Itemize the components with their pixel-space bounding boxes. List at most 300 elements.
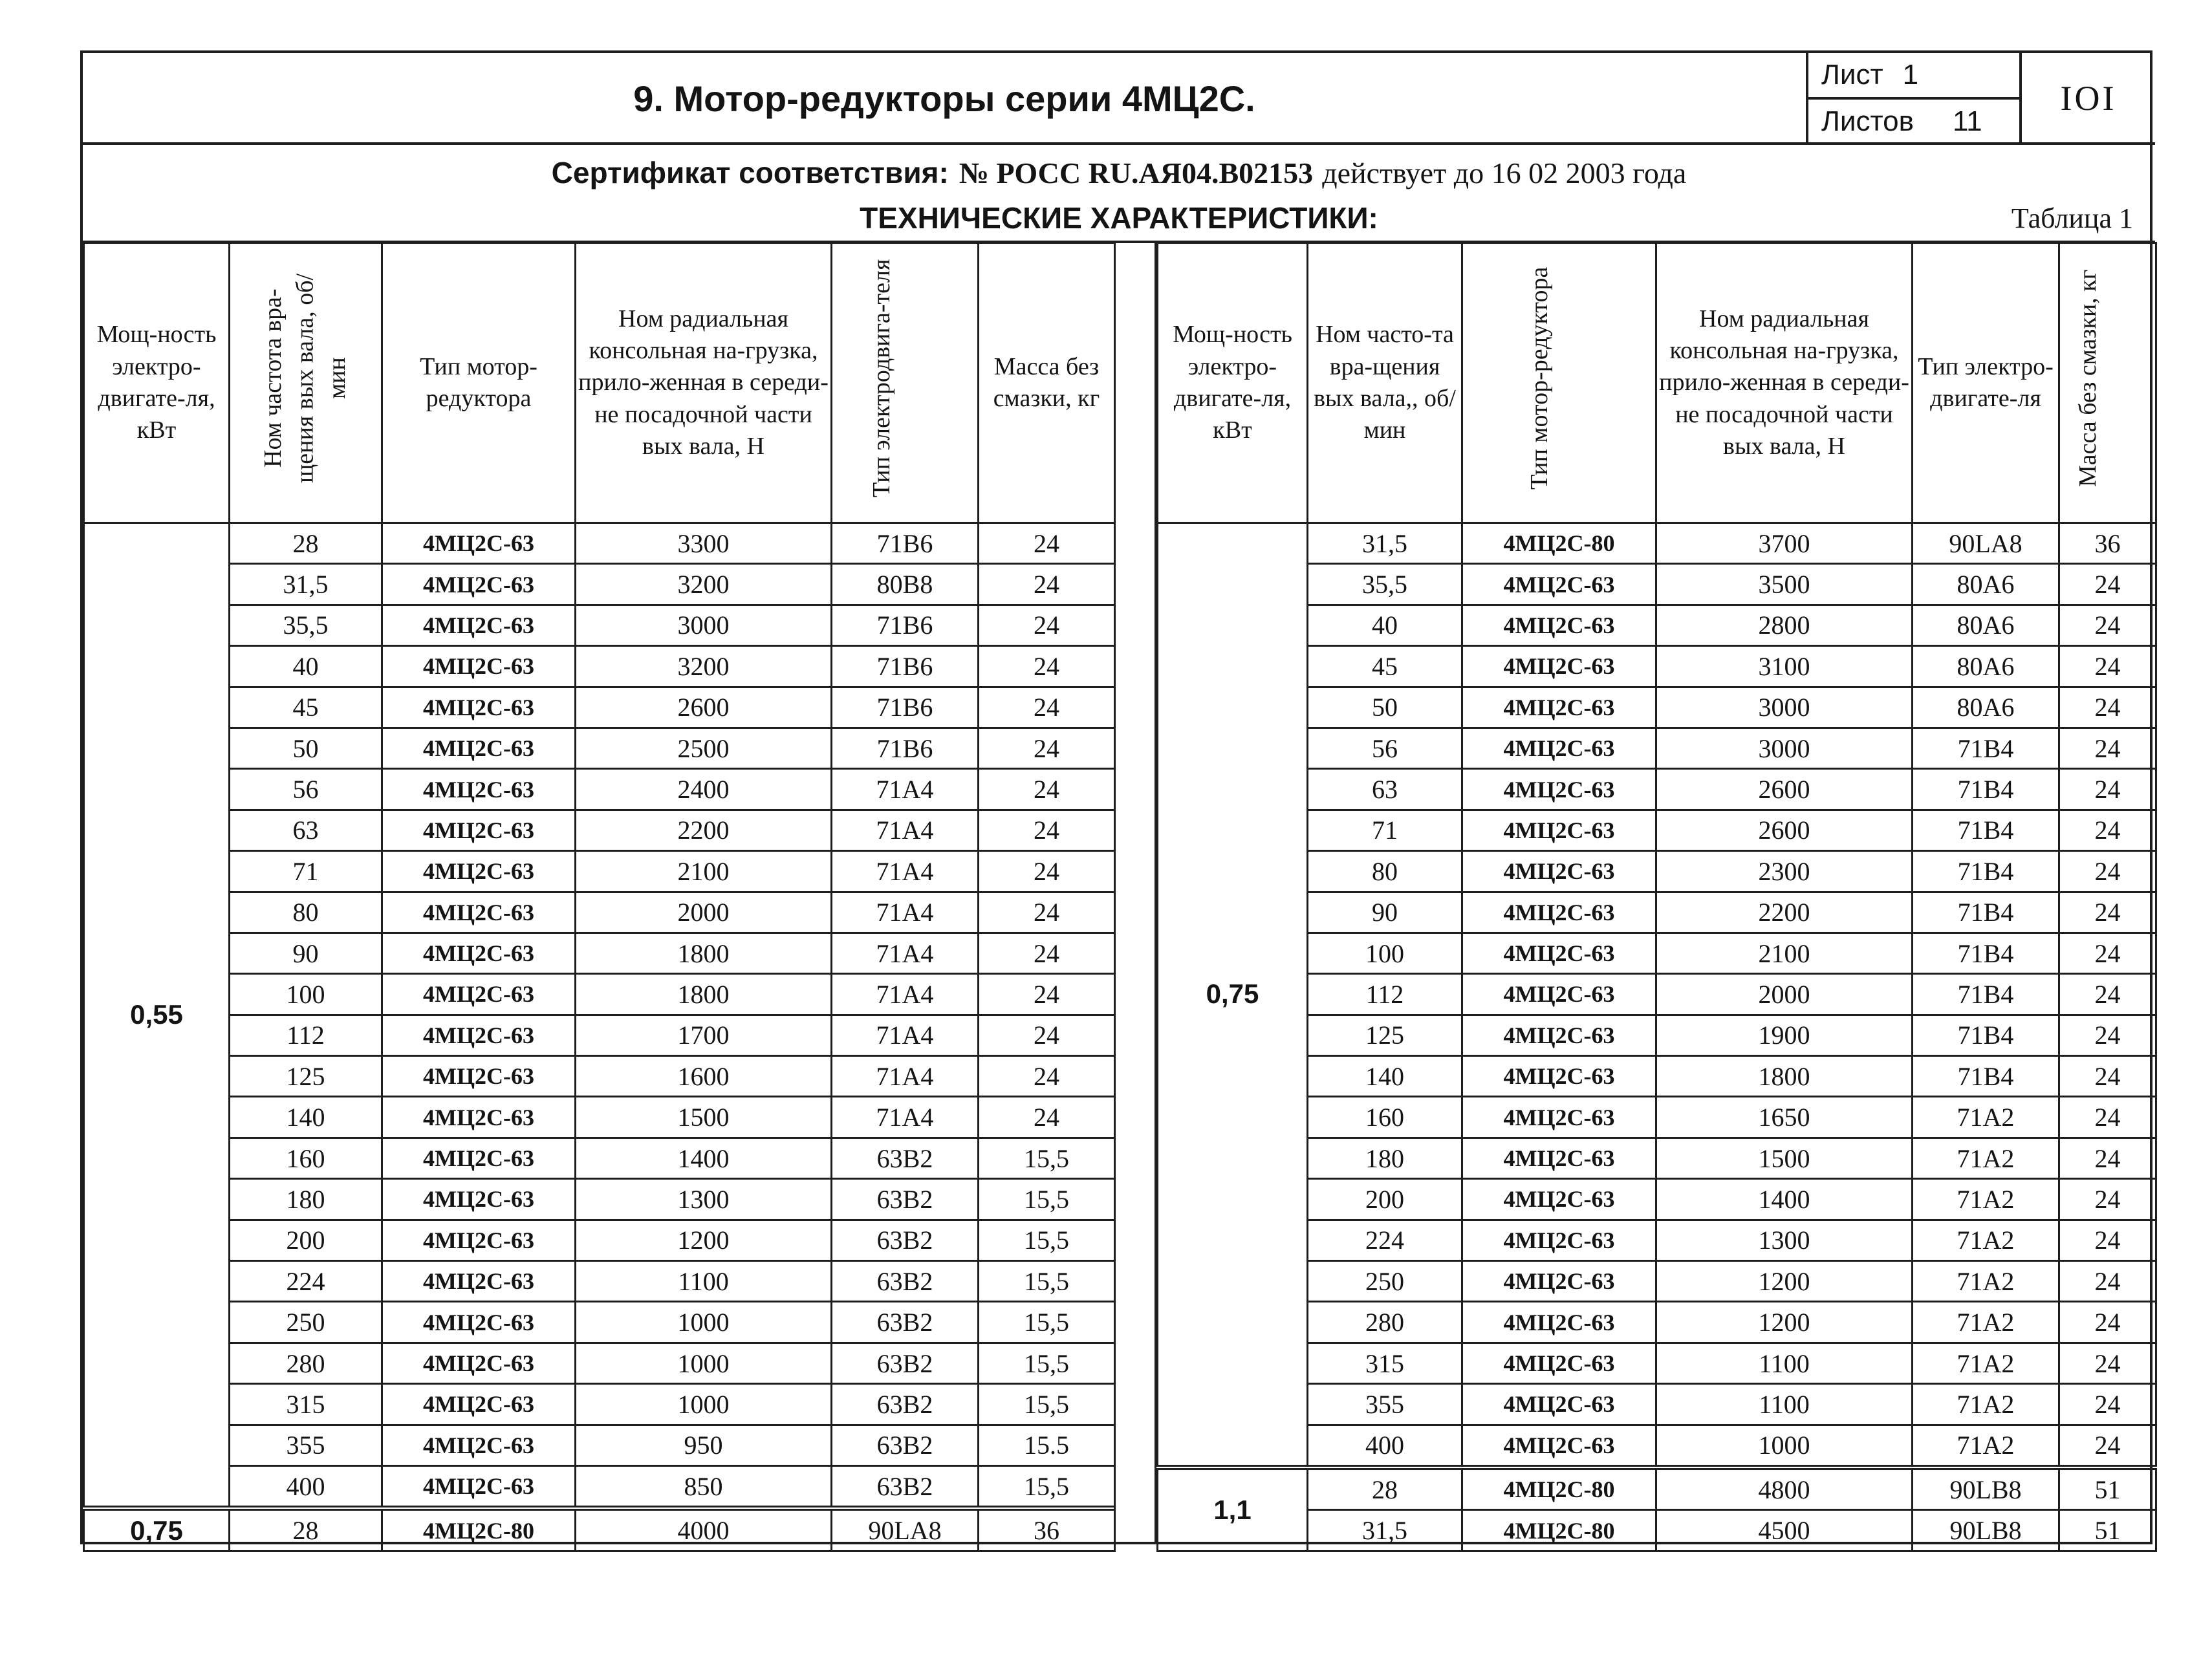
table-row [84,1425,1115,1465]
mass-cell: 15,5 [979,1384,1115,1425]
speed-cell: 200 [230,1220,382,1260]
table-row [84,687,1115,728]
load-cell: 2600 [576,687,832,728]
motor-cell: 71А2 [1913,1425,2059,1467]
motor-cell: 71А2 [1913,1302,2059,1343]
load-cell: 3500 [1656,564,1913,605]
load-cell: 2200 [1656,892,1913,933]
power-cell: 0,55 [84,523,230,1509]
speed-cell: 71 [1308,810,1462,850]
load-cell: 1500 [576,1097,832,1138]
speed-cell: 160 [1308,1097,1462,1138]
motor-cell: 71В4 [1913,1056,2059,1097]
document-sheet [80,50,2152,1544]
mass-cell: 15,5 [979,1343,1115,1383]
table-row [84,1261,1115,1302]
load-cell: 4800 [1656,1467,1913,1510]
mass-cell: 24 [979,1056,1115,1097]
speed-cell: 250 [1308,1261,1462,1302]
power-cell: 0,75 [1158,523,1308,1467]
table-row [1158,892,2156,933]
mass-cell: 15.5 [979,1425,1115,1465]
motor-cell: 63В2 [832,1465,979,1508]
mass-cell: 24 [2059,1425,2156,1467]
load-cell: 1200 [1656,1302,1913,1343]
mass-cell: 24 [2059,974,2156,1015]
motor-cell: 71В4 [1913,810,2059,850]
speed-cell: 50 [230,728,382,768]
speed-cell: 315 [1308,1343,1462,1383]
type-cell: 4МЦ2С-63 [382,1261,576,1302]
load-cell: 3200 [576,646,832,687]
type-cell: 4МЦ2С-63 [1462,1261,1656,1302]
motor-cell: 71А2 [1913,1220,2059,1260]
load-cell: 1000 [1656,1425,1913,1467]
motor-cell: 71В6 [832,523,979,564]
load-cell: 4500 [1656,1510,1913,1551]
mass-cell: 24 [2059,605,2156,645]
certificate-label: Сертификат соответствия: [551,156,949,189]
table-row [1158,1015,2156,1055]
load-cell: 2100 [1656,933,1913,973]
speed-cell: 40 [230,646,382,687]
header-power: Мощ-ность электро-двигате-ля, кВт [84,243,230,523]
motor-cell: 71А2 [1913,1343,2059,1383]
type-cell: 4МЦ2С-63 [382,1056,576,1097]
load-cell: 2000 [1656,974,1913,1015]
type-cell: 4МЦ2С-80 [1462,1510,1656,1551]
sheets-value: 11 [1952,105,1982,137]
motor-cell: 71А2 [1913,1097,2059,1138]
motor-cell: 71В4 [1913,769,2059,810]
type-cell: 4МЦ2С-63 [382,892,576,933]
load-cell: 1300 [1656,1220,1913,1260]
speed-cell: 355 [230,1425,382,1465]
table-row [84,892,1115,933]
table-row [84,1384,1115,1425]
table-row [84,728,1115,768]
table-number: Таблица 1 [2011,202,2133,234]
load-cell: 1600 [576,1056,832,1097]
speed-cell: 35,5 [230,605,382,645]
table-row [1158,1467,2156,1510]
load-cell: 2600 [1656,810,1913,850]
load-cell: 1000 [576,1302,832,1343]
mass-cell: 24 [2059,892,2156,933]
table-row [1158,564,2156,605]
table-row [84,810,1115,850]
mass-cell: 15,5 [979,1138,1115,1178]
load-cell: 1400 [1656,1179,1913,1220]
type-cell: 4МЦ2С-63 [382,1343,576,1383]
motor-cell: 63В2 [832,1138,979,1178]
mass-cell: 24 [2059,728,2156,768]
speed-cell: 140 [230,1097,382,1138]
load-cell: 3000 [1656,728,1913,768]
speed-cell: 90 [1308,892,1462,933]
mass-cell: 24 [2059,1302,2156,1343]
sheet-label: Лист [1821,59,1883,91]
load-cell: 2300 [1656,851,1913,892]
motor-cell: 71А2 [1913,1138,2059,1178]
power-cell: 1,1 [1158,1467,1308,1551]
mass-cell: 24 [2059,1015,2156,1055]
load-cell: 1900 [1656,1015,1913,1055]
speed-cell: 28 [230,1508,382,1551]
mass-cell: 24 [979,1097,1115,1138]
table-row [84,851,1115,892]
load-cell: 3000 [1656,687,1913,728]
mass-cell: 15,5 [979,1465,1115,1508]
mass-cell: 15,5 [979,1302,1115,1343]
table-row [84,769,1115,810]
motor-cell: 71А2 [1913,1179,2059,1220]
motor-cell: 71А4 [832,851,979,892]
type-cell: 4МЦ2С-63 [1462,687,1656,728]
speed-cell: 125 [230,1056,382,1097]
motor-cell: 63В2 [832,1220,979,1260]
table-row [1158,1302,2156,1343]
type-cell: 4МЦ2С-80 [1462,1467,1656,1510]
mass-cell: 24 [2059,1261,2156,1302]
motor-cell: 63В2 [832,1343,979,1383]
motor-cell: 71В6 [832,646,979,687]
sheet-info-box [1808,53,2022,144]
mass-cell: 15,5 [979,1261,1115,1302]
sheets-label: Листов [1821,105,1914,137]
table-row [84,564,1115,605]
type-cell: 4МЦ2С-63 [1462,1056,1656,1097]
left-spec-table [83,242,1116,1552]
load-cell: 1650 [1656,1097,1913,1138]
motor-cell: 71А4 [832,1015,979,1055]
mass-cell: 51 [2059,1467,2156,1510]
mass-cell: 24 [979,687,1115,728]
speed-cell: 80 [230,892,382,933]
motor-cell: 71А2 [1913,1261,2059,1302]
motor-cell: 63В2 [832,1425,979,1465]
table-row [84,1508,1115,1551]
motor-cell: 71В4 [1913,851,2059,892]
load-cell: 1800 [576,933,832,973]
type-cell: 4МЦ2С-63 [1462,1097,1656,1138]
table-row [84,974,1115,1015]
load-cell: 1700 [576,1015,832,1055]
mass-cell: 24 [2059,851,2156,892]
table-row [1158,1138,2156,1178]
speed-cell: 100 [230,974,382,1015]
load-cell: 2000 [576,892,832,933]
mass-cell: 24 [979,933,1115,973]
mass-cell: 24 [2059,1056,2156,1097]
type-cell: 4МЦ2С-63 [1462,1384,1656,1425]
load-cell: 4000 [576,1508,832,1551]
type-cell: 4МЦ2С-63 [1462,810,1656,850]
table-row [1158,1261,2156,1302]
speed-cell: 112 [1308,974,1462,1015]
load-cell: 1500 [1656,1138,1913,1178]
load-cell: 1000 [576,1343,832,1383]
type-cell: 4МЦ2С-63 [1462,892,1656,933]
load-cell: 950 [576,1425,832,1465]
mass-cell: 24 [979,646,1115,687]
speed-cell: 355 [1308,1384,1462,1425]
header-type: Тип мотор-редуктора [382,243,576,523]
motor-cell: 90LB8 [1913,1510,2059,1551]
header-speed-text: Ном частота вра-щения вых вала, об/мин [259,274,351,484]
type-cell: 4МЦ2С-63 [382,1465,576,1508]
type-cell: 4МЦ2С-63 [382,1015,576,1055]
table-row [1158,769,2156,810]
type-cell: 4МЦ2С-63 [382,646,576,687]
load-cell: 1800 [576,974,832,1015]
mass-cell: 24 [2059,687,2156,728]
type-cell: 4МЦ2С-63 [382,605,576,645]
mass-cell: 51 [2059,1510,2156,1551]
type-cell: 4МЦ2С-63 [382,1302,576,1343]
speed-cell: 71 [230,851,382,892]
mass-cell: 24 [2059,810,2156,850]
speed-cell: 63 [230,810,382,850]
load-cell: 2600 [1656,769,1913,810]
mass-cell: 24 [2059,1138,2156,1178]
type-cell: 4МЦ2С-63 [382,687,576,728]
motor-cell: 80В8 [832,564,979,605]
table-row [1158,974,2156,1015]
table-row [84,1056,1115,1097]
type-cell: 4МЦ2С-80 [1462,523,1656,564]
type-cell: 4МЦ2С-63 [1462,728,1656,768]
type-cell: 4МЦ2С-63 [382,1097,576,1138]
speed-cell: 315 [230,1384,382,1425]
motor-cell: 71А4 [832,933,979,973]
speed-cell: 250 [230,1302,382,1343]
mass-cell: 24 [2059,1179,2156,1220]
table-row [1158,523,2156,564]
load-cell: 3700 [1656,523,1913,564]
mass-cell: 24 [979,769,1115,810]
motor-cell: 71А4 [832,1097,979,1138]
load-cell: 3000 [576,605,832,645]
mass-cell: 24 [2059,646,2156,687]
speed-cell: 90 [230,933,382,973]
load-cell: 2200 [576,810,832,850]
motor-cell: 80А6 [1913,564,2059,605]
table-row [84,523,1115,564]
header-speed [230,243,382,523]
mass-cell: 24 [2059,564,2156,605]
load-cell: 1300 [576,1179,832,1220]
type-cell: 4МЦ2С-63 [382,564,576,605]
type-cell: 4МЦ2С-63 [382,933,576,973]
certificate-number: № РОСС RU.АЯ04.В02153 [959,156,1314,189]
table-row [84,1343,1115,1383]
speed-cell: 80 [1308,851,1462,892]
load-cell: 3200 [576,564,832,605]
type-cell: 4МЦ2С-63 [1462,646,1656,687]
speed-cell: 160 [230,1138,382,1178]
motor-cell: 63В2 [832,1179,979,1220]
type-cell: 4МЦ2С-80 [382,1508,576,1551]
load-cell: 1200 [576,1220,832,1260]
header-load: Ном радиальная консольная на-грузка, прило-женная в середи-не посадочной части вых вала, Н [576,243,832,523]
motor-cell: 71В6 [832,728,979,768]
table-header-row [84,243,1115,523]
type-cell: 4МЦ2С-63 [382,810,576,850]
mass-cell: 24 [979,974,1115,1015]
table-row [1158,605,2156,645]
header-type-text: Тип мотор-редуктора [1525,267,1553,490]
type-cell: 4МЦ2С-63 [382,974,576,1015]
table-row [1158,1343,2156,1383]
mass-cell: 15,5 [979,1220,1115,1260]
table-row [1158,687,2156,728]
motor-cell: 71А2 [1913,1384,2059,1425]
load-cell: 3300 [576,523,832,564]
speed-cell: 28 [1308,1467,1462,1510]
load-cell: 1200 [1656,1261,1913,1302]
table-row [84,1015,1115,1055]
motor-cell: 71В4 [1913,1015,2059,1055]
certificate-line [83,150,2155,195]
load-cell: 1100 [576,1261,832,1302]
load-cell: 1100 [1656,1384,1913,1425]
type-cell: 4МЦ2С-63 [1462,1015,1656,1055]
motor-cell: 71В4 [1913,974,2059,1015]
type-cell: 4МЦ2С-63 [382,1220,576,1260]
speed-cell: 31,5 [1308,523,1462,564]
mass-cell: 36 [979,1508,1115,1551]
power-cell: 0,75 [84,1508,230,1551]
type-cell: 4МЦ2С-63 [1462,1138,1656,1178]
speed-cell: 35,5 [1308,564,1462,605]
speed-cell: 56 [230,769,382,810]
table-row [1158,810,2156,850]
speed-cell: 28 [230,523,382,564]
mass-cell: 15,5 [979,1179,1115,1220]
table-row [1158,646,2156,687]
header-divider [83,142,2155,145]
header-mass [2059,243,2156,523]
motor-cell: 71В4 [1913,933,2059,973]
motor-cell: 80А6 [1913,605,2059,645]
type-cell: 4МЦ2С-63 [382,1425,576,1465]
mass-cell: 24 [2059,933,2156,973]
mass-cell: 24 [979,523,1115,564]
table-row [84,1097,1115,1138]
mass-cell: 24 [979,728,1115,768]
speed-cell: 400 [230,1465,382,1508]
table-row [84,1138,1115,1178]
sheets-row [1808,97,2019,144]
table-gap [1114,242,1156,1544]
motor-cell: 71А4 [832,974,979,1015]
load-cell: 2800 [1656,605,1913,645]
speed-cell: 31,5 [230,564,382,605]
load-cell: 850 [576,1465,832,1508]
mass-cell: 36 [2059,523,2156,564]
motor-cell: 71В6 [832,687,979,728]
speed-cell: 31,5 [1308,1510,1462,1551]
motor-cell: 71В6 [832,605,979,645]
speed-cell: 125 [1308,1015,1462,1055]
mass-cell: 24 [979,564,1115,605]
mass-cell: 24 [2059,1343,2156,1383]
motor-cell: 71А4 [832,892,979,933]
table-header-row [1158,243,2156,523]
speed-cell: 40 [1308,605,1462,645]
type-cell: 4МЦ2С-63 [382,523,576,564]
motor-cell: 90LA8 [1913,523,2059,564]
motor-cell: 71А4 [832,1056,979,1097]
motor-cell: 63В2 [832,1261,979,1302]
table-row [84,646,1115,687]
load-cell: 3100 [1656,646,1913,687]
header-power: Мощ-ность электро-двигате-ля, кВт [1158,243,1308,523]
table-row [1158,851,2156,892]
type-cell: 4МЦ2С-63 [382,1138,576,1178]
motor-cell: 63В2 [832,1302,979,1343]
table-row [84,1220,1115,1260]
type-cell: 4МЦ2С-63 [1462,1425,1656,1467]
mass-cell: 24 [979,892,1115,933]
motor-cell: 80А6 [1913,687,2059,728]
type-cell: 4МЦ2С-63 [1462,933,1656,973]
speed-cell: 280 [230,1343,382,1383]
page-number: IOI [2060,79,2117,118]
speed-cell: 280 [1308,1302,1462,1343]
page-title: 9. Мотор-редукторы серии 4МЦ2С. [83,53,1808,144]
type-cell: 4МЦ2С-63 [1462,564,1656,605]
type-cell: 4МЦ2С-63 [1462,851,1656,892]
speed-cell: 63 [1308,769,1462,810]
type-cell: 4МЦ2С-63 [382,851,576,892]
table-row [84,1302,1115,1343]
speed-cell: 224 [1308,1220,1462,1260]
type-cell: 4МЦ2С-63 [1462,1179,1656,1220]
load-cell: 2500 [576,728,832,768]
table-row [1158,1510,2156,1551]
motor-cell: 80А6 [1913,646,2059,687]
table-row [84,1465,1115,1508]
load-cell: 2100 [576,851,832,892]
type-cell: 4МЦ2С-63 [382,769,576,810]
speed-cell: 45 [1308,646,1462,687]
mass-cell: 24 [979,605,1115,645]
load-cell: 2400 [576,769,832,810]
speed-cell: 200 [1308,1179,1462,1220]
motor-cell: 71В4 [1913,728,2059,768]
table-row [84,605,1115,645]
mass-cell: 24 [2059,1384,2156,1425]
header-motor-text: Тип электродвига-теля [868,259,895,498]
motor-cell: 63В2 [832,1384,979,1425]
table-row [1158,1425,2156,1467]
table-heading: ТЕХНИЧЕСКИЕ ХАРАКТЕРИСТИКИ: [860,201,1378,235]
type-cell: 4МЦ2С-63 [1462,769,1656,810]
motor-cell: 71А4 [832,810,979,850]
table-row [84,1179,1115,1220]
speed-cell: 56 [1308,728,1462,768]
table-row [1158,933,2156,973]
right-spec-table [1156,242,2157,1552]
header-mass: Масса без смазки, кг [979,243,1115,523]
header-speed: Ном часто-та вра-щения вых вала,, об/мин [1308,243,1462,523]
type-cell: 4МЦ2С-63 [1462,1343,1656,1383]
speed-cell: 400 [1308,1425,1462,1467]
type-cell: 4МЦ2С-63 [1462,1220,1656,1260]
type-cell: 4МЦ2С-63 [382,1384,576,1425]
